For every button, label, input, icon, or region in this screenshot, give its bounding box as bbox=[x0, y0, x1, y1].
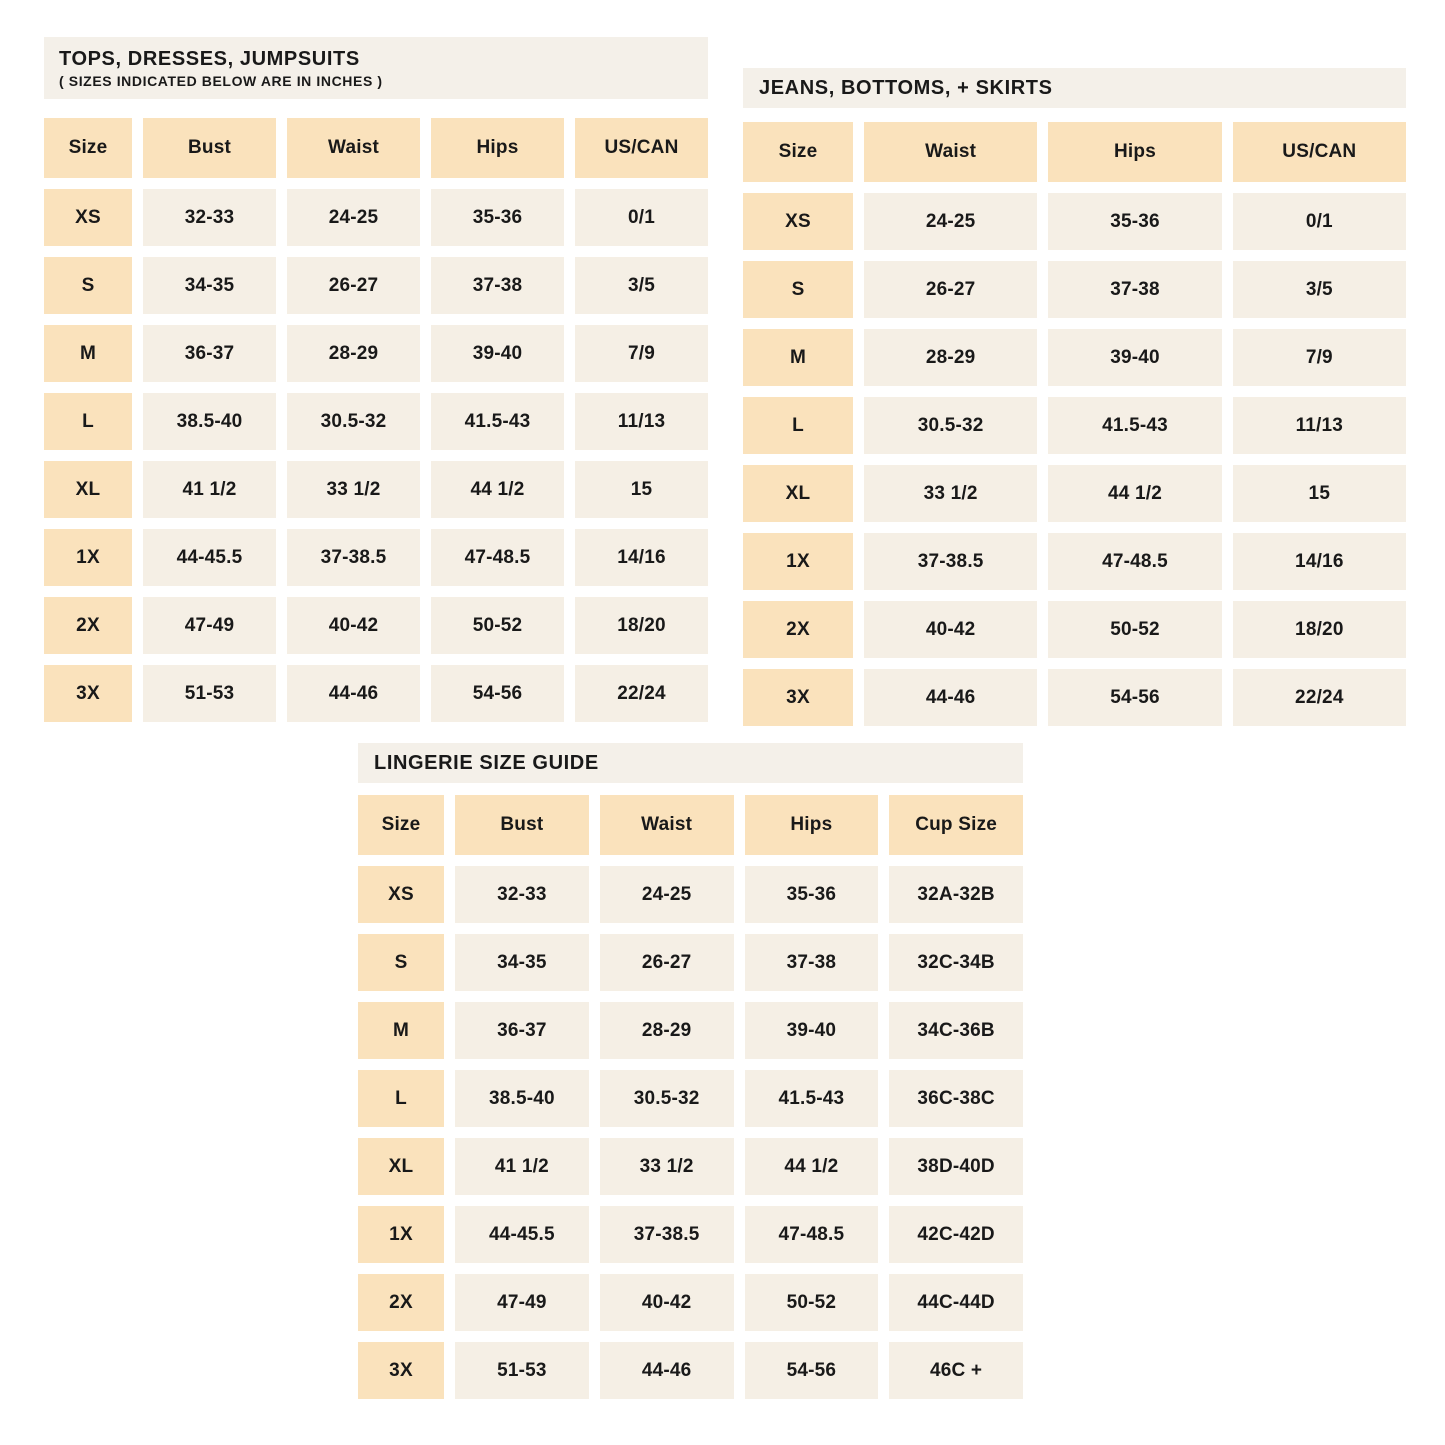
size-label-cell: M bbox=[44, 325, 132, 382]
measurement-cell: 15 bbox=[1233, 465, 1406, 522]
measurement-cell: 51-53 bbox=[143, 665, 276, 722]
size-label-cell: XS bbox=[743, 193, 853, 250]
size-label-cell: XS bbox=[44, 189, 132, 246]
column-header: Size bbox=[44, 118, 132, 178]
measurement-cell: 38.5-40 bbox=[143, 393, 276, 450]
measurement-cell: 32A-32B bbox=[889, 866, 1023, 923]
column-header: US/CAN bbox=[575, 118, 708, 178]
measurement-cell: 54-56 bbox=[1048, 669, 1221, 726]
measurement-cell: 47-49 bbox=[455, 1274, 589, 1331]
measurement-cell: 15 bbox=[575, 461, 708, 518]
measurement-cell: 50-52 bbox=[431, 597, 564, 654]
size-label-cell: 1X bbox=[743, 533, 853, 590]
measurement-cell: 30.5-32 bbox=[287, 393, 420, 450]
measurement-cell: 44-46 bbox=[600, 1342, 734, 1399]
measurement-cell: 36-37 bbox=[143, 325, 276, 382]
measurement-cell: 14/16 bbox=[575, 529, 708, 586]
tops-dresses-jumpsuits-table bbox=[44, 37, 708, 722]
measurement-cell: 24-25 bbox=[287, 189, 420, 246]
size-label-cell: L bbox=[358, 1070, 444, 1127]
measurement-cell: 28-29 bbox=[600, 1002, 734, 1059]
measurement-cell: 54-56 bbox=[431, 665, 564, 722]
column-header: US/CAN bbox=[1233, 122, 1406, 182]
measurement-cell: 7/9 bbox=[1233, 329, 1406, 386]
column-header: Waist bbox=[287, 118, 420, 178]
lingerie-title-banner bbox=[358, 743, 1023, 783]
lingerie-size-guide-table bbox=[358, 743, 1023, 1399]
size-label-cell: XL bbox=[44, 461, 132, 518]
column-header: Size bbox=[358, 795, 444, 855]
measurement-cell: 38D-40D bbox=[889, 1138, 1023, 1195]
column-header: Cup Size bbox=[889, 795, 1023, 855]
measurement-cell: 33 1/2 bbox=[287, 461, 420, 518]
measurement-cell: 24-25 bbox=[600, 866, 734, 923]
measurement-cell: 32-33 bbox=[455, 866, 589, 923]
measurement-cell: 47-48.5 bbox=[745, 1206, 879, 1263]
measurement-cell: 41 1/2 bbox=[143, 461, 276, 518]
measurement-cell: 44-45.5 bbox=[455, 1206, 589, 1263]
size-label-cell: XS bbox=[358, 866, 444, 923]
measurement-cell: 11/13 bbox=[1233, 397, 1406, 454]
measurement-cell: 39-40 bbox=[431, 325, 564, 382]
measurement-cell: 41.5-43 bbox=[745, 1070, 879, 1127]
measurement-cell: 37-38 bbox=[431, 257, 564, 314]
column-header: Hips bbox=[1048, 122, 1221, 182]
measurement-cell: 44C-44D bbox=[889, 1274, 1023, 1331]
measurement-cell: 14/16 bbox=[1233, 533, 1406, 590]
table-title: TOPS, DRESSES, JUMPSUITS bbox=[59, 47, 360, 70]
column-header: Size bbox=[743, 122, 853, 182]
measurement-cell: 37-38.5 bbox=[287, 529, 420, 586]
column-header: Bust bbox=[455, 795, 589, 855]
measurement-cell: 38.5-40 bbox=[455, 1070, 589, 1127]
measurement-cell: 30.5-32 bbox=[864, 397, 1037, 454]
measurement-cell: 36C-38C bbox=[889, 1070, 1023, 1127]
measurement-cell: 41.5-43 bbox=[431, 393, 564, 450]
measurement-cell: 18/20 bbox=[1233, 601, 1406, 658]
size-label-cell: XL bbox=[743, 465, 853, 522]
size-label-cell: 3X bbox=[743, 669, 853, 726]
measurement-cell: 41.5-43 bbox=[1048, 397, 1221, 454]
measurement-cell: 51-53 bbox=[455, 1342, 589, 1399]
measurement-cell: 26-27 bbox=[864, 261, 1037, 318]
measurement-cell: 40-42 bbox=[287, 597, 420, 654]
jeans-title-banner bbox=[743, 68, 1406, 108]
measurement-cell: 0/1 bbox=[575, 189, 708, 246]
measurement-cell: 44-46 bbox=[287, 665, 420, 722]
measurement-cell: 35-36 bbox=[431, 189, 564, 246]
measurement-cell: 22/24 bbox=[575, 665, 708, 722]
measurement-cell: 35-36 bbox=[745, 866, 879, 923]
measurement-cell: 32-33 bbox=[143, 189, 276, 246]
size-label-cell: M bbox=[743, 329, 853, 386]
column-header: Hips bbox=[431, 118, 564, 178]
measurement-cell: 44 1/2 bbox=[745, 1138, 879, 1195]
size-label-cell: L bbox=[743, 397, 853, 454]
measurement-cell: 46C + bbox=[889, 1342, 1023, 1399]
measurement-cell: 0/1 bbox=[1233, 193, 1406, 250]
measurement-cell: 44 1/2 bbox=[431, 461, 564, 518]
size-label-cell: M bbox=[358, 1002, 444, 1059]
measurement-cell: 35-36 bbox=[1048, 193, 1221, 250]
measurement-cell: 44 1/2 bbox=[1048, 465, 1221, 522]
measurement-cell: 42C-42D bbox=[889, 1206, 1023, 1263]
lingerie-size-grid bbox=[358, 795, 1023, 1399]
measurement-cell: 50-52 bbox=[745, 1274, 879, 1331]
column-header: Waist bbox=[864, 122, 1037, 182]
measurement-cell: 40-42 bbox=[864, 601, 1037, 658]
tops-title-banner bbox=[44, 37, 708, 99]
jeans-size-grid bbox=[743, 122, 1406, 726]
measurement-cell: 3/5 bbox=[575, 257, 708, 314]
measurement-cell: 34-35 bbox=[143, 257, 276, 314]
measurement-cell: 44-45.5 bbox=[143, 529, 276, 586]
measurement-cell: 37-38 bbox=[1048, 261, 1221, 318]
jeans-bottoms-skirts-table bbox=[743, 68, 1406, 726]
measurement-cell: 3/5 bbox=[1233, 261, 1406, 318]
size-label-cell: 1X bbox=[44, 529, 132, 586]
table-subtitle: ( SIZES INDICATED BELOW ARE IN INCHES ) bbox=[59, 72, 383, 89]
measurement-cell: 50-52 bbox=[1048, 601, 1221, 658]
measurement-cell: 7/9 bbox=[575, 325, 708, 382]
measurement-cell: 33 1/2 bbox=[600, 1138, 734, 1195]
measurement-cell: 44-46 bbox=[864, 669, 1037, 726]
column-header: Hips bbox=[745, 795, 879, 855]
measurement-cell: 40-42 bbox=[600, 1274, 734, 1331]
measurement-cell: 24-25 bbox=[864, 193, 1037, 250]
table-title: LINGERIE SIZE GUIDE bbox=[374, 752, 599, 774]
size-label-cell: L bbox=[44, 393, 132, 450]
column-header: Waist bbox=[600, 795, 734, 855]
size-label-cell: 3X bbox=[44, 665, 132, 722]
measurement-cell: 11/13 bbox=[575, 393, 708, 450]
size-label-cell: S bbox=[743, 261, 853, 318]
size-label-cell: S bbox=[358, 934, 444, 991]
measurement-cell: 26-27 bbox=[600, 934, 734, 991]
table-title: JEANS, BOTTOMS, + SKIRTS bbox=[759, 77, 1053, 99]
size-label-cell: 2X bbox=[44, 597, 132, 654]
measurement-cell: 36-37 bbox=[455, 1002, 589, 1059]
measurement-cell: 28-29 bbox=[864, 329, 1037, 386]
measurement-cell: 32C-34B bbox=[889, 934, 1023, 991]
column-header: Bust bbox=[143, 118, 276, 178]
measurement-cell: 37-38.5 bbox=[600, 1206, 734, 1263]
size-label-cell: 1X bbox=[358, 1206, 444, 1263]
size-label-cell: S bbox=[44, 257, 132, 314]
measurement-cell: 22/24 bbox=[1233, 669, 1406, 726]
size-label-cell: 3X bbox=[358, 1342, 444, 1399]
measurement-cell: 30.5-32 bbox=[600, 1070, 734, 1127]
measurement-cell: 34-35 bbox=[455, 934, 589, 991]
size-label-cell: 2X bbox=[358, 1274, 444, 1331]
measurement-cell: 37-38.5 bbox=[864, 533, 1037, 590]
measurement-cell: 47-49 bbox=[143, 597, 276, 654]
measurement-cell: 47-48.5 bbox=[431, 529, 564, 586]
measurement-cell: 33 1/2 bbox=[864, 465, 1037, 522]
measurement-cell: 54-56 bbox=[745, 1342, 879, 1399]
measurement-cell: 39-40 bbox=[1048, 329, 1221, 386]
measurement-cell: 39-40 bbox=[745, 1002, 879, 1059]
measurement-cell: 28-29 bbox=[287, 325, 420, 382]
measurement-cell: 37-38 bbox=[745, 934, 879, 991]
measurement-cell: 47-48.5 bbox=[1048, 533, 1221, 590]
size-label-cell: 2X bbox=[743, 601, 853, 658]
measurement-cell: 41 1/2 bbox=[455, 1138, 589, 1195]
measurement-cell: 34C-36B bbox=[889, 1002, 1023, 1059]
measurement-cell: 18/20 bbox=[575, 597, 708, 654]
measurement-cell: 26-27 bbox=[287, 257, 420, 314]
tops-size-grid bbox=[44, 118, 708, 722]
size-label-cell: XL bbox=[358, 1138, 444, 1195]
